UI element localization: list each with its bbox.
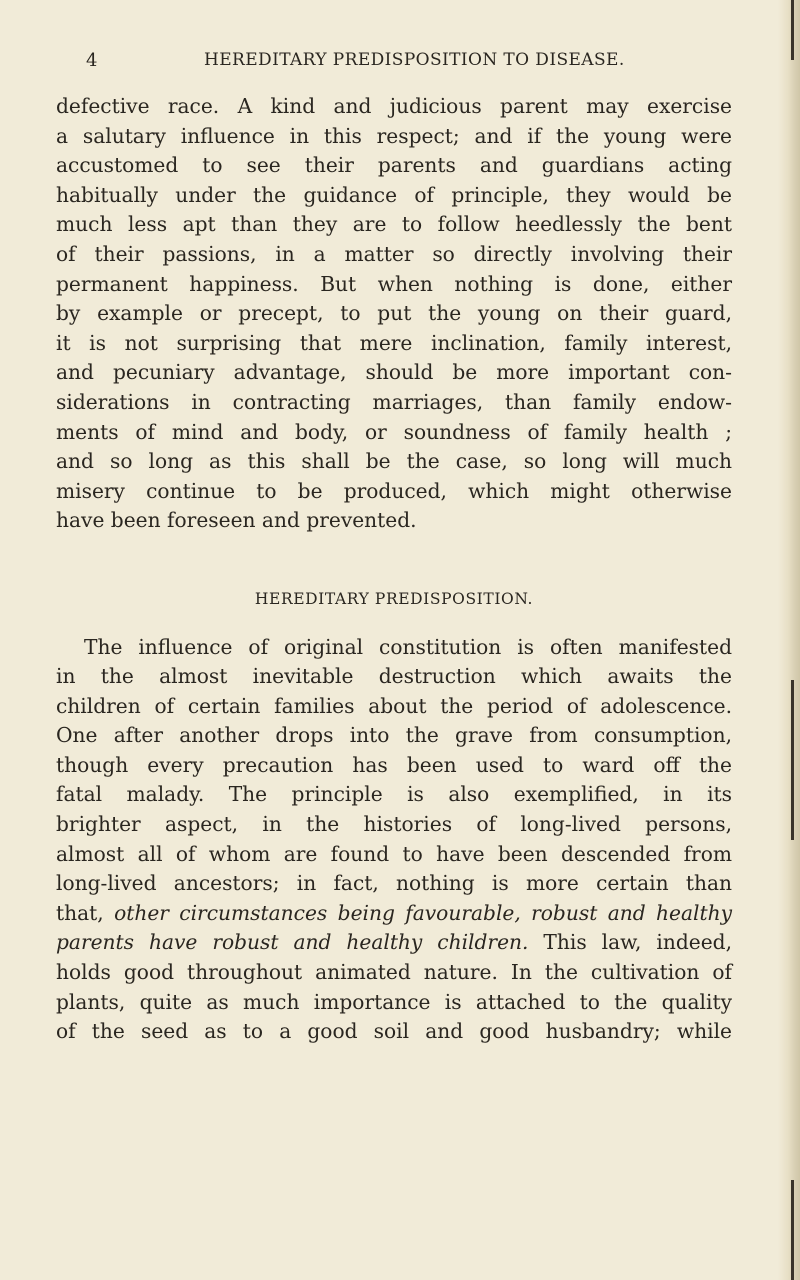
edge-mark xyxy=(791,1180,794,1280)
text-line: of their passions, in a matter so directly involving their xyxy=(56,241,732,266)
text-line: and pecuniary advantage, should be more important con- xyxy=(56,360,732,385)
text-line: in the almost inevitable destruction which awaits the xyxy=(56,664,732,689)
section-heading: HEREDITARY PREDISPOSITION. xyxy=(254,589,534,608)
page-number: 4 xyxy=(86,50,98,71)
text-line: have been foreseen and prevented. xyxy=(56,508,417,533)
edge-mark xyxy=(791,680,794,840)
text-line: by example or precept, to put the young on their guard, xyxy=(56,301,732,326)
text-line xyxy=(56,928,732,958)
text-line: One after another drops into the grave from consumption, xyxy=(56,723,732,748)
page-body xyxy=(56,92,732,1047)
text-line: children of certain families about the period of adolescence. xyxy=(56,693,732,718)
text-line: accustomed to see their parents and guardians acting xyxy=(56,153,732,178)
text-line: long-lived ancestors; in fact, nothing is more certain than xyxy=(56,871,732,896)
italic-text: other circumstances being favourable, robust and healthy xyxy=(114,900,732,925)
page-edge xyxy=(778,0,800,1280)
italic-text: parents have robust and healthy children. xyxy=(56,930,529,955)
text-line: defective race. A kind and judicious parent may exercise xyxy=(56,94,732,118)
text-line: almost all of whom are found to have been descended from xyxy=(56,841,732,866)
text-line: brighter aspect, in the histories of long-lived persons, xyxy=(56,812,732,837)
text-line: habitually under the guidance of principle, they would be xyxy=(56,182,732,207)
text-line: siderations in contracting marriages, than family endow- xyxy=(56,389,732,414)
running-head: HEREDITARY PREDISPOSITION TO DISEASE. xyxy=(204,50,625,70)
page-header xyxy=(86,50,726,80)
text-line: permanent happiness. But when nothing is done, either xyxy=(56,271,732,296)
text-line: The influence of original constitution is often manifested xyxy=(84,634,732,659)
text-line: plants, quite as much importance is attached to the quality xyxy=(56,989,732,1014)
text-line: and so long as this shall be the case, so long will much xyxy=(56,449,732,474)
text-line xyxy=(56,899,732,929)
text-line: much less apt than they are to follow heedlessly the bent xyxy=(56,212,732,237)
text-line: fatal malady. The principle is also exemplified, in its xyxy=(56,782,732,807)
text-line: ments of mind and body, or soundness of family health ; xyxy=(56,419,732,444)
text-line: it is not surprising that mere inclination, family interest, xyxy=(56,330,732,355)
text-line: a salutary influence in this respect; and if the young were xyxy=(56,123,732,148)
text-span: This law, indeed, xyxy=(528,930,732,955)
text-span: that, xyxy=(56,900,115,925)
text-line: though every precaution has been used to ward off the xyxy=(56,752,732,777)
edge-mark xyxy=(791,0,794,60)
text-line: holds good throughout animated nature. In the cultivation of xyxy=(56,960,732,985)
text-line: misery continue to be produced, which might otherwise xyxy=(56,478,732,503)
text-line: of the seed as to a good soil and good husbandry; while xyxy=(56,1019,732,1044)
paragraph xyxy=(56,92,732,536)
paragraph xyxy=(56,633,732,1047)
